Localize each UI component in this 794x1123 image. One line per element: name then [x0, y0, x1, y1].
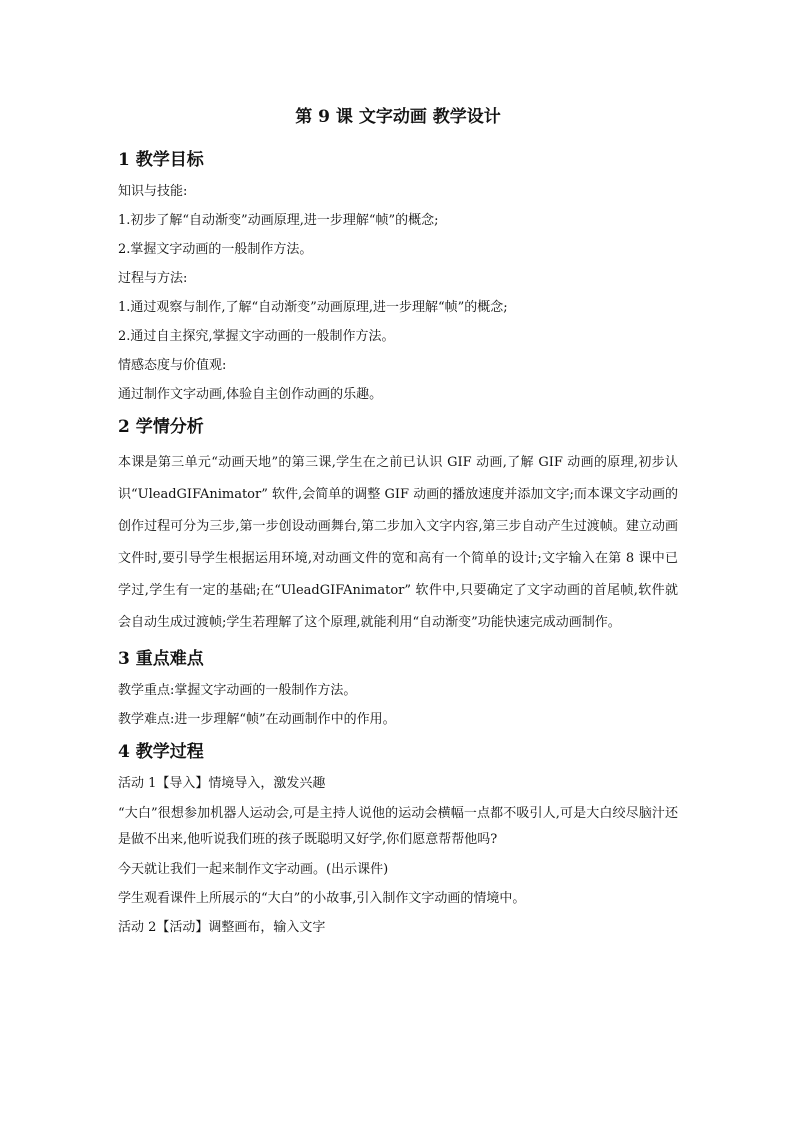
- text-line: 知识与技能:: [118, 184, 188, 199]
- text-line: 通过制作文字动画,体验自主创作动画的乐趣。: [118, 387, 383, 402]
- analysis-paragraph: 本课是第三单元“动画天地”的第三课,学生在之前已认识 GIF 动画,了解 GIF 动画的原理,初步认识“UleadGIFAnimator” 软件,会简单的调整 GIF 动画的播放速度并添加文字;而本课文字动画的创作过程可分为三步,第一步创设动画舞台,第二步加入文字内容,第三步自动产生过渡帧。建立动画文件时,要引导学生根据运用环境,对动画文件的宽和高有一个简单的设计;文字输入在第 8 课中已学过,学生有一定的基础;在“UleadGIFAnimator” 软件中,只要确定了文字动画的首尾帧,软件就会自动生成过渡帧;学生若理解了这个原理,就能利用“自动渐变”功能快速完成动画制作。: [118, 455, 678, 630]
- section-heading-objectives: 1 教学目标: [118, 150, 204, 170]
- text-line: 2.掌握文字动画的一般制作方法。: [118, 242, 313, 257]
- section-heading-key-points: 3 重点难点: [118, 649, 204, 669]
- activity-heading: 活动 2【活动】调整画布，输入文字: [118, 920, 326, 935]
- text-line: 1.通过观察与制作,了解“自动渐变”动画原理,进一步理解“帧”的概念;: [118, 300, 508, 315]
- activity-heading: 活动 1【导入】情境导入，激发兴趣: [118, 776, 326, 791]
- text-line: 1.初步了解“自动渐变”动画原理,进一步理解“帧”的概念;: [118, 213, 439, 228]
- text-line: 今天就让我们一起来制作文字动画。(出示课件): [118, 862, 389, 877]
- text-line: 教学重点:掌握文字动画的一般制作方法。: [118, 683, 357, 698]
- section-heading-process: 4 教学过程: [118, 742, 204, 762]
- text-line: 学生观看课件上所展示的“大白”的小故事,引入制作文字动画的情境中。: [118, 891, 526, 906]
- text-line: 过程与方法:: [118, 271, 188, 286]
- text-paragraph: “大白”很想参加机器人运动会,可是主持人说他的运动会横幅一点都不吸引人,可是大白绞尽脑汁还是做不出来,他听说我们班的孩子既聪明又好学,你们愿意帮帮他吗?: [118, 806, 678, 847]
- document-body: [118, 102, 678, 940]
- text-line: 情感态度与价值观:: [118, 358, 227, 373]
- section-heading-analysis: 2 学情分析: [118, 417, 204, 437]
- document-title: 第 9 课 文字动画 教学设计: [295, 107, 501, 127]
- text-line: 教学难点:进一步理解“帧”在动画制作中的作用。: [118, 712, 396, 727]
- text-line: 2.通过自主探究,掌握文字动画的一般制作方法。: [118, 329, 395, 344]
